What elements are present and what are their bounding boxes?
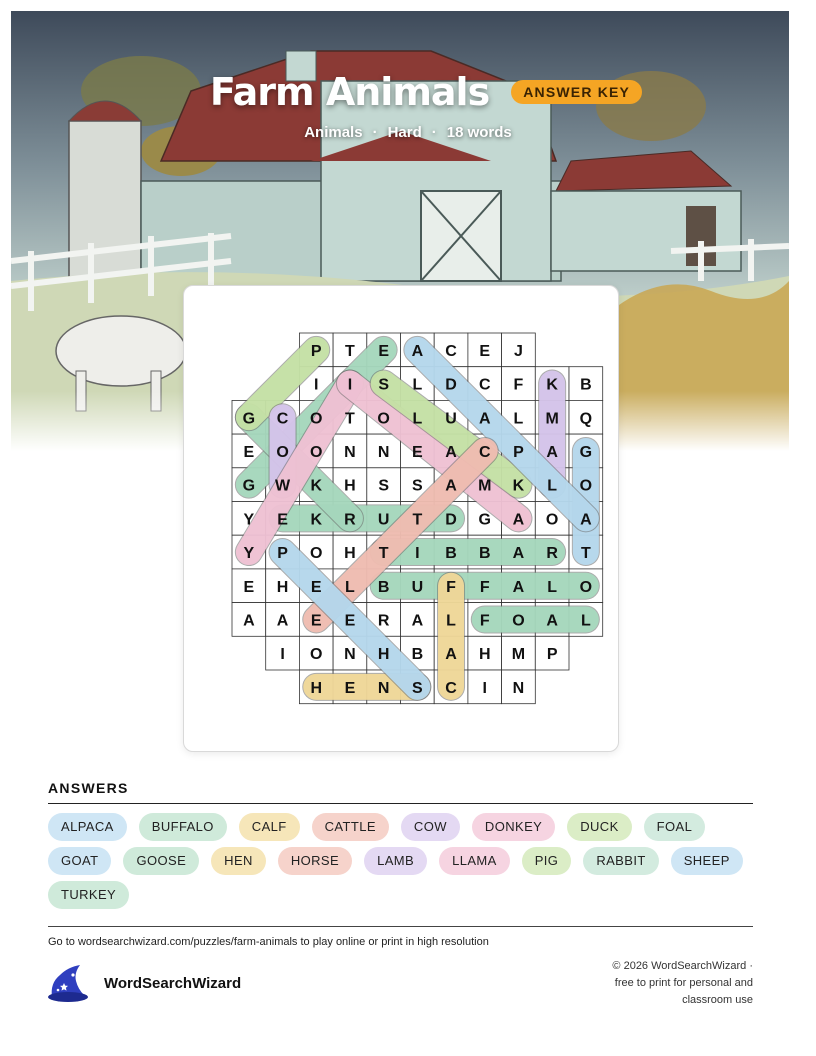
answer-chip-cow: COW: [401, 813, 460, 841]
grid-letter: T: [412, 511, 423, 529]
grid-letter: O: [310, 545, 323, 563]
grid-letter: F: [479, 612, 490, 630]
answer-chip-calf: CALF: [239, 813, 300, 841]
grid-letter: C: [276, 410, 289, 428]
brand: [46, 963, 241, 1003]
grid-letter: U: [445, 410, 457, 428]
grid-letter: P: [310, 342, 322, 360]
grid-letter: A: [512, 545, 525, 563]
puzzle-meta: [0, 124, 816, 141]
grid-letter: H: [344, 545, 356, 563]
grid-letter: A: [445, 477, 457, 495]
grid-letter: K: [546, 376, 558, 394]
grid-letter: N: [344, 443, 356, 461]
grid-letter: J: [513, 342, 523, 360]
grid-letter: A: [411, 342, 424, 360]
grid-letter: A: [512, 578, 525, 596]
grid-letter: B: [377, 578, 390, 596]
grid-letter: H: [478, 646, 491, 664]
answers-section: [48, 780, 753, 909]
grid-letter: S: [412, 679, 423, 697]
grid-letter: R: [546, 545, 558, 563]
grid-letter: A: [546, 443, 558, 461]
grid-letter: M: [545, 410, 559, 428]
wizard-hat-icon: [46, 963, 92, 1003]
grid-letter: L: [345, 578, 355, 596]
grid-letter: E: [412, 443, 423, 461]
grid-letter: E: [479, 342, 491, 360]
grid-letter: L: [412, 410, 423, 428]
grid-letter: L: [513, 410, 524, 428]
grid-letter: K: [512, 477, 525, 495]
grid-letter: P: [277, 545, 288, 563]
grid-letter: B: [445, 545, 457, 563]
grid-letter: N: [512, 679, 525, 697]
grid-letter: A: [546, 612, 558, 630]
grid-letter: A: [411, 612, 424, 630]
grid-letter: Q: [579, 410, 593, 428]
answer-chip-cattle: CATTLE: [312, 813, 389, 841]
answer-chip-sheep: SHEEP: [671, 847, 743, 875]
grid-letter: H: [344, 477, 356, 495]
grid-letter: C: [445, 342, 457, 360]
answer-key-badge: ANSWER KEY: [511, 80, 642, 104]
grid-letter: I: [347, 376, 353, 394]
grid-letter: E: [277, 511, 288, 529]
answer-chip-llama: LLAMA: [439, 847, 510, 875]
grid-letter: O: [276, 443, 289, 461]
grid-letter: K: [310, 511, 323, 529]
grid-letter: B: [478, 545, 491, 563]
grid-letter: F: [479, 578, 490, 596]
answers-list: [48, 813, 753, 909]
grid-letter: H: [276, 578, 289, 596]
copyright-notice: [553, 958, 753, 1009]
answer-chip-horse: HORSE: [278, 847, 352, 875]
grid-letter: O: [310, 443, 323, 461]
grid-letter: H: [377, 646, 390, 664]
grid-letter: M: [511, 646, 526, 664]
grid-letter: E: [310, 612, 322, 630]
meta-word-count: 18 words: [446, 124, 512, 141]
grid-letter: A: [512, 511, 525, 529]
answer-chip-duck: DUCK: [567, 813, 631, 841]
grid-letter: O: [377, 410, 390, 428]
grid-letter: T: [345, 342, 355, 360]
grid-letter: F: [446, 578, 456, 596]
grid-letter: E: [243, 443, 255, 461]
grid-letter: G: [478, 511, 491, 529]
footer-divider: [48, 926, 753, 927]
grid-letter: B: [580, 376, 592, 394]
grid-letter: U: [411, 578, 424, 596]
grid-letter: G: [242, 477, 256, 495]
footer-url-text: Go to wordsearchwizard.com/puzzles/farm-animals to play online or print in high resolution: [48, 936, 489, 948]
grid-letter: L: [580, 612, 591, 630]
grid-letter: N: [377, 679, 390, 697]
grid-letter: R: [377, 612, 390, 630]
grid-letter: H: [310, 679, 323, 697]
word-search-grid: [184, 286, 618, 751]
grid-letter: P: [513, 443, 524, 461]
grid-letter: E: [310, 578, 322, 596]
copyright-line: free to print for personal and: [614, 977, 753, 989]
grid-letter: O: [310, 646, 323, 664]
copyright-line: © 2026 WordSearchWizard ·: [612, 960, 753, 972]
grid-letter: E: [378, 342, 389, 360]
grid-letter: E: [243, 578, 255, 596]
grid-letter: N: [377, 443, 390, 461]
grid-letter: B: [411, 646, 424, 664]
grid-letter: D: [445, 511, 457, 529]
grid-letter: O: [579, 477, 593, 495]
grid-letter: A: [276, 612, 289, 630]
grid-letter: T: [345, 410, 355, 428]
grid-letter: U: [377, 511, 390, 529]
grid-letter: S: [412, 477, 423, 495]
answer-chip-goat: GOAT: [48, 847, 111, 875]
grid-letter: A: [445, 646, 457, 664]
answer-chip-donkey: DONKEY: [472, 813, 555, 841]
answer-chip-turkey: TURKEY: [48, 881, 129, 909]
grid-letter: A: [478, 410, 491, 428]
answer-chip-goose: GOOSE: [123, 847, 199, 875]
grid-letter: R: [344, 511, 356, 529]
grid-letter: A: [580, 511, 592, 529]
grid-letter: C: [478, 443, 491, 461]
grid-letter: C: [478, 376, 491, 394]
grid-letter: O: [512, 612, 525, 630]
grid-letter: L: [547, 477, 558, 495]
meta-category: Animals: [304, 124, 363, 141]
grid-letter: Y: [243, 545, 255, 563]
grid-letter: S: [378, 477, 389, 495]
answer-chip-rabbit: RABBIT: [583, 847, 658, 875]
header: [0, 70, 816, 141]
grid-letter: G: [579, 443, 593, 461]
answers-heading: ANSWERS: [48, 780, 753, 804]
answer-chip-lamb: LAMB: [364, 847, 427, 875]
grid-letter: W: [274, 477, 291, 495]
grid-letter: O: [545, 511, 559, 529]
grid-letter: O: [579, 578, 593, 596]
grid-letter: A: [445, 443, 457, 461]
grid-letter: P: [546, 646, 558, 664]
answer-chip-alpaca: ALPACA: [48, 813, 127, 841]
grid-letter: N: [344, 646, 356, 664]
puzzle-card: [183, 285, 619, 752]
grid-letter: F: [513, 376, 524, 394]
meta-separator: ·: [372, 124, 378, 141]
answer-chip-pig: PIG: [522, 847, 572, 875]
page-title: Farm Animals: [209, 70, 490, 114]
grid-letter: L: [446, 612, 456, 630]
grid-letter: O: [310, 410, 323, 428]
grid-letter: D: [445, 376, 457, 394]
grid-letter: A: [243, 612, 255, 630]
grid-letter: Y: [243, 511, 255, 529]
grid-letter: L: [412, 376, 423, 394]
grid-letter: I: [280, 646, 285, 664]
grid-letter: E: [344, 679, 356, 697]
grid-letter: I: [415, 545, 420, 563]
grid-letter: T: [378, 545, 389, 563]
answer-chip-buffalo: BUFFALO: [139, 813, 227, 841]
grid-letter: L: [547, 578, 558, 596]
meta-difficulty: Hard: [387, 124, 422, 141]
answer-chip-foal: FOAL: [644, 813, 706, 841]
answer-chip-hen: HEN: [211, 847, 266, 875]
grid-letter: I: [482, 679, 487, 697]
grid-letter: M: [478, 477, 492, 495]
copyright-line: classroom use: [682, 994, 753, 1006]
grid-letter: I: [314, 376, 319, 394]
grid-letter: E: [344, 612, 356, 630]
grid-letter: G: [242, 410, 256, 428]
grid-letter: S: [378, 376, 389, 394]
brand-name: WordSearchWizard: [104, 974, 242, 992]
grid-letter: C: [445, 679, 457, 697]
grid-letter: T: [580, 545, 591, 563]
grid-letter: K: [310, 477, 323, 495]
meta-separator: ·: [431, 124, 437, 141]
